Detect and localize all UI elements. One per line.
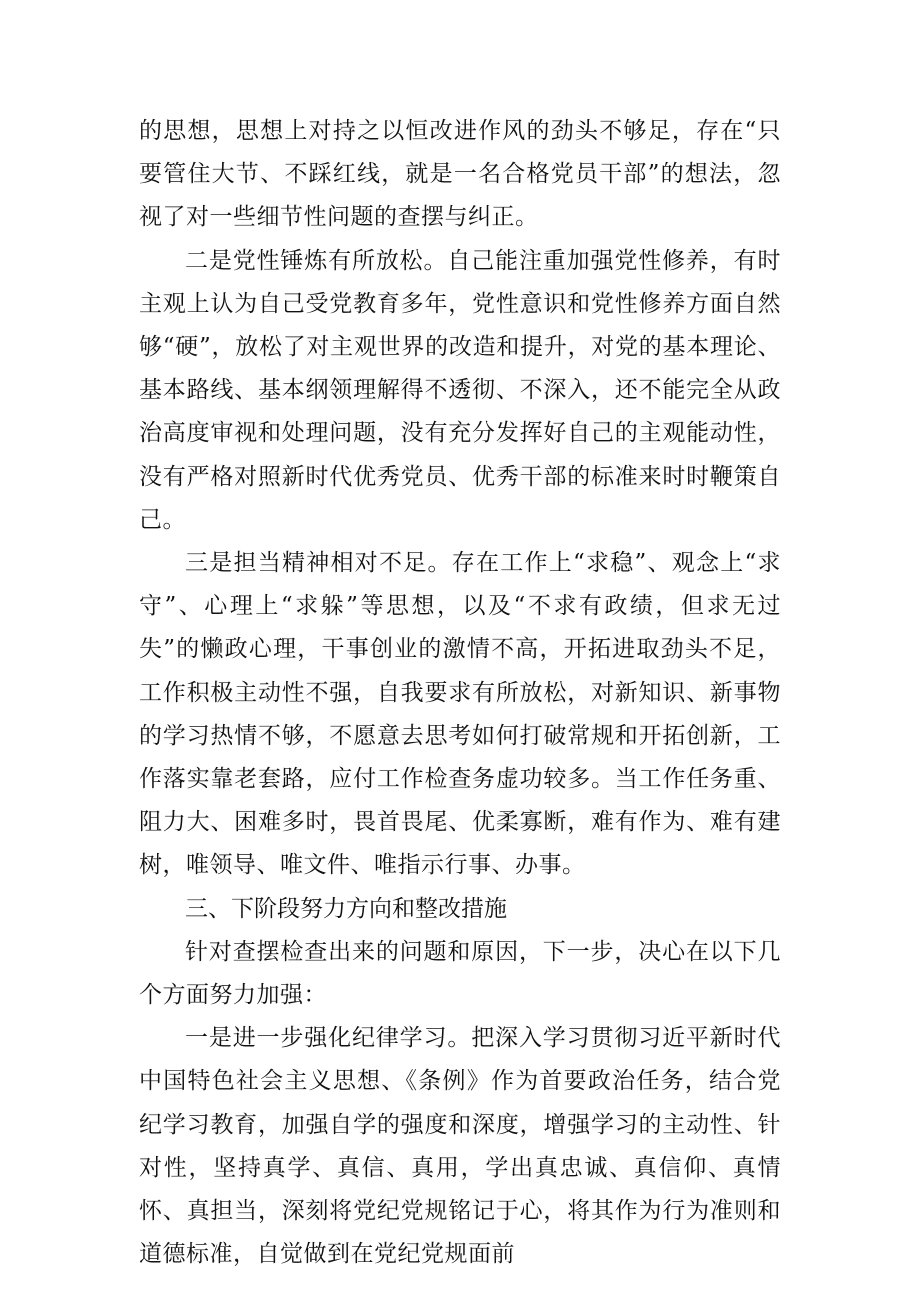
- paragraph-intro-measures: 针对查摆检查出来的问题和原因，下一步，决心在以下几个方面努力加强：: [139, 938, 781, 1009]
- paragraph-discipline-study: 一是进一步强化纪律学习。把深入学习贯彻习近平新时代中国特色社会主义思想、《条例》作为首要政治任务，结合党纪学习教育，加强自学的强度和深度，增强学习的主动性、针对性，坚持真学、真信、真用，学出真忠诚、真信仰、真情怀、真担当，深刻将党纪党规铭记于心，将其作为行为准则和道德标准，自觉做到在党纪党规面前: [139, 1025, 781, 1268]
- paragraph-responsibility: 三是担当精神相对不足。存在工作上“求稳”、观念上“求守”、心理上“求躲”等思想，以及“不求有政绩，但求无过失”的懒政心理，干事创业的激情不高，开拓进取劲头不足，工作积极主动性不强，自我要求有所放松，对新知识、新事物的学习热情不够，不愿意去思考如何打破常规和开拓创新，工作落实靠老套路，应付工作检查务虚功较多。当工作任务重、阻力大、困难多时，畏首畏尾、优柔寡断，难有作为、难有建树，唯领导、唯文件、唯指示行事、办事。: [139, 550, 781, 879]
- document-body: [139, 110, 781, 1276]
- paragraph-party-spirit: 二是党性锤炼有所放松。自己能注重加强党性修养，有时主观上认为自己受党教育多年，党性意识和党性修养方面自然够“硬”，放松了对主观世界的改造和提升，对党的基本理论、基本路线、基本纲领理解得不透彻、不深入，还不能完全从政治高度审视和处理问题，没有充分发挥好自己的主观能动性，没有严格对照新时代优秀党员、优秀干部的标准来时时鞭策自己。: [139, 247, 781, 533]
- paragraph-continued: 的思想，思想上对持之以恒改进作风的劲头不够足，存在“只要管住大节、不踩红线，就是一名合格党员干部”的想法，忽视了对一些细节性问题的查摆与纠正。: [139, 118, 781, 231]
- section-heading: 三、下阶段努力方向和整改措施: [185, 895, 507, 922]
